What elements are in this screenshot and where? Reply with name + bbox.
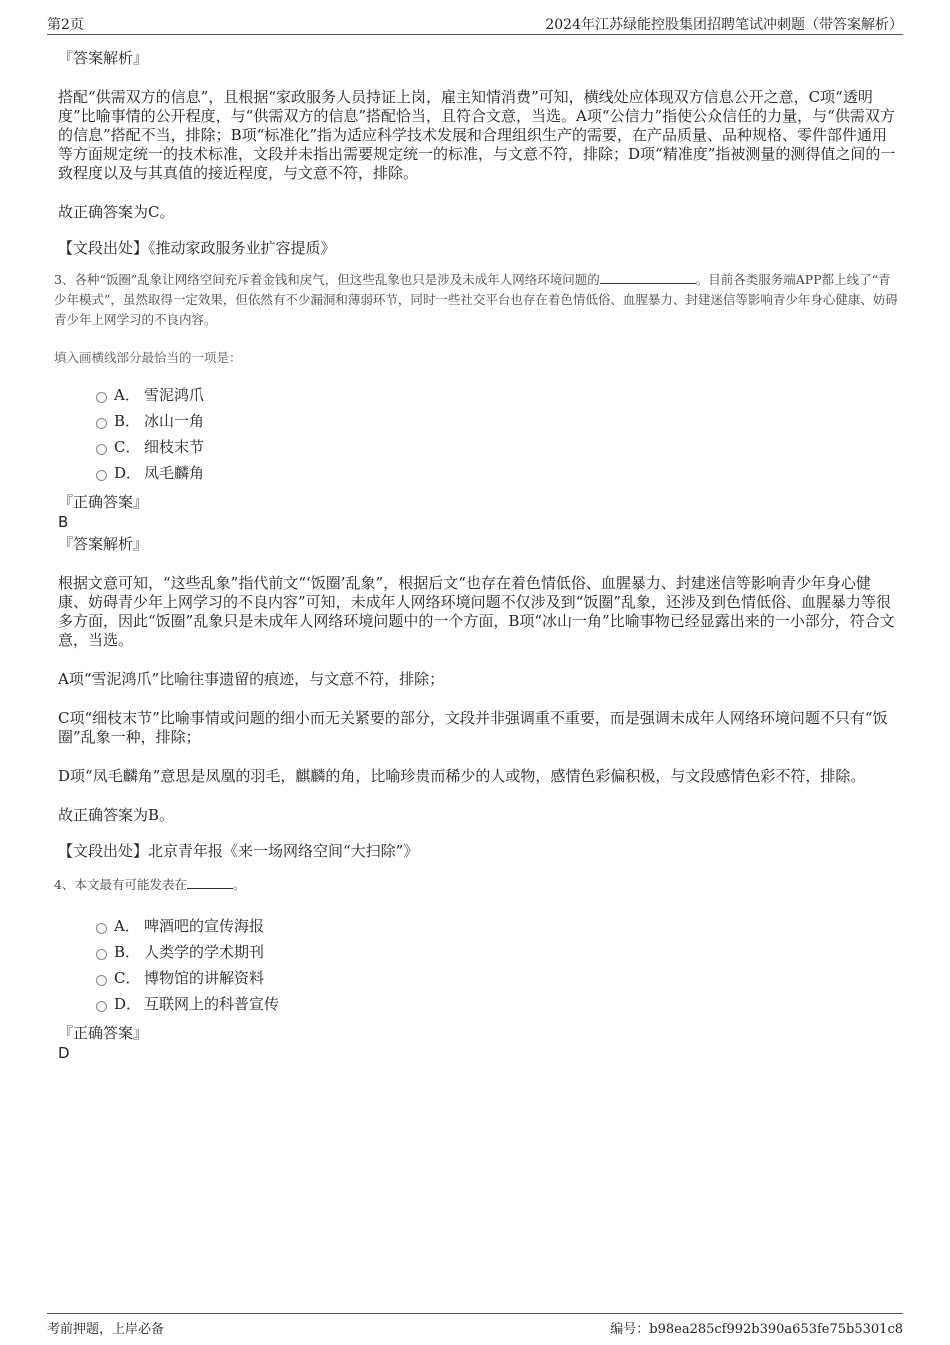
option-c[interactable]: C． 细枝末节 bbox=[96, 434, 898, 460]
answer-blank bbox=[187, 876, 233, 889]
radio-icon[interactable] bbox=[96, 949, 107, 960]
option-b[interactable]: B． 冰山一角 bbox=[96, 408, 898, 434]
q2-analysis-label: 『答案解析』 bbox=[58, 49, 149, 67]
q3-note-a: A项“雪泥鸿爪”比喻往事遗留的痕迹，与文意不符，排除； bbox=[58, 670, 445, 688]
q4-answer: D bbox=[58, 1044, 70, 1062]
radio-icon[interactable] bbox=[96, 392, 107, 403]
q3-stem: 3、各种“饭圈”乱象让网络空间充斥着金钱和戾气，但这些乱象也只是涉及未成年人网络环境问题的 。目前各类服务端APP都上线了“青少年模式”，虽然取得一定效果，但依然有不少漏洞和薄弱环节，同时一些社交平台也存在着色情低俗、血腥暴力、封建迷信等影响青少年身心健康、妨碍青少年上网学习的不良内容。 bbox=[54, 272, 898, 327]
page-header bbox=[47, 14, 903, 35]
radio-icon[interactable] bbox=[96, 444, 107, 455]
q3-answer: B bbox=[58, 513, 69, 531]
q2-conclusion: 故正确答案为C。 bbox=[58, 203, 175, 221]
footer-slogan: 考前押题，上岸必备 bbox=[47, 1322, 165, 1337]
option-a[interactable]: A． 啤酒吧的宣传海报 bbox=[96, 913, 898, 939]
q3-source: 【文段出处】北京青年报《来一场网络空间“大扫除”》 bbox=[58, 842, 419, 860]
option-c[interactable]: C． 博物馆的讲解资料 bbox=[96, 965, 898, 991]
q2-analysis: 搭配“供需双方的信息”，且根据“家政服务人员持证上岗，雇主知情消费”可知，横线处应体现双方信息公开之意，C项“透明度”比喻事情的公开程度，与“供需双方的信息”搭配恰当，且符合文意，当选。A项“公信力”指使公众信任的力量，与“供需双方的信息”搭配不当，排除；B项“标准化”指为适应科学技术发展和合理组织生产的需要，在产品质量、品种规格、零件部件通用等方面规定统一的技术标准，文段并未指出需要规定统一的标准，与文意不符，排除；D项“精准度”指被测量的测得值之间的一致程度以及与其真值的接近程度，与文意不符，排除。 bbox=[58, 88, 896, 182]
q3-hint: 填入画横线部分最恰当的一项是： bbox=[54, 350, 242, 365]
page-number: 第2页 bbox=[47, 17, 84, 33]
option-d[interactable]: D． 互联网上的科普宣传 bbox=[96, 991, 898, 1017]
document-id: 编号：b98ea285cf992b390a653fe75b5301c8 bbox=[610, 1322, 903, 1337]
answer-blank bbox=[600, 271, 696, 284]
q3-note-c: C项“细枝末节”比喻事情或问题的细小而无关紧要的部分，文段并非强调重不重要，而是强调未成年人网络环境问题不只有“饭圈”乱象一种，排除； bbox=[58, 709, 888, 746]
radio-icon[interactable] bbox=[96, 470, 107, 481]
document-title: 2024年江苏绿能控股集团招聘笔试冲刺题（带答案解析） bbox=[545, 17, 903, 33]
option-d[interactable]: D． 凤毛麟角 bbox=[96, 460, 898, 486]
radio-icon[interactable] bbox=[96, 975, 107, 986]
page-footer bbox=[47, 1313, 903, 1338]
q3-conclusion: 故正确答案为B。 bbox=[58, 806, 175, 824]
page-content bbox=[54, 40, 898, 1063]
q4-options bbox=[96, 913, 898, 1017]
q4-answer-label: 『正确答案』 bbox=[58, 1024, 149, 1042]
q3-options bbox=[96, 382, 898, 486]
radio-icon[interactable] bbox=[96, 923, 107, 934]
option-a[interactable]: A． 雪泥鸿爪 bbox=[96, 382, 898, 408]
q3-answer-label: 『正确答案』 bbox=[58, 493, 149, 511]
radio-icon[interactable] bbox=[96, 1001, 107, 1012]
q3-analysis: 根据文意可知，“这些乱象”指代前文“‘饭圈’乱象”，根据后文“也存在着色情低俗、血腥暴力、封建迷信等影响青少年身心健康、妨碍青少年上网学习的不良内容”可知，未成年人网络环境问题不仅涉及到“饭圈”乱象，还涉及到色情低俗、血腥暴力等很多方面，因此“饭圈”乱象只是未成年人网络环境问题中的一个方面，B项“冰山一角”比喻事物已经显露出来的一小部分，符合文意，当选。 bbox=[58, 574, 895, 649]
q2-source: 【文段出处】《推动家政服务业扩容提质》 bbox=[58, 239, 336, 257]
q3-analysis-label: 『答案解析』 bbox=[58, 535, 149, 553]
q3-note-d: D项“凤毛麟角”意思是凤凰的羽毛，麒麟的角，比喻珍贵而稀少的人或物，感情色彩偏积极，与文段感情色彩不符，排除。 bbox=[58, 767, 866, 785]
option-b[interactable]: B． 人类学的学术期刊 bbox=[96, 939, 898, 965]
q4-stem: 4、本文最有可能发表在 。 bbox=[54, 877, 246, 892]
radio-icon[interactable] bbox=[96, 418, 107, 429]
